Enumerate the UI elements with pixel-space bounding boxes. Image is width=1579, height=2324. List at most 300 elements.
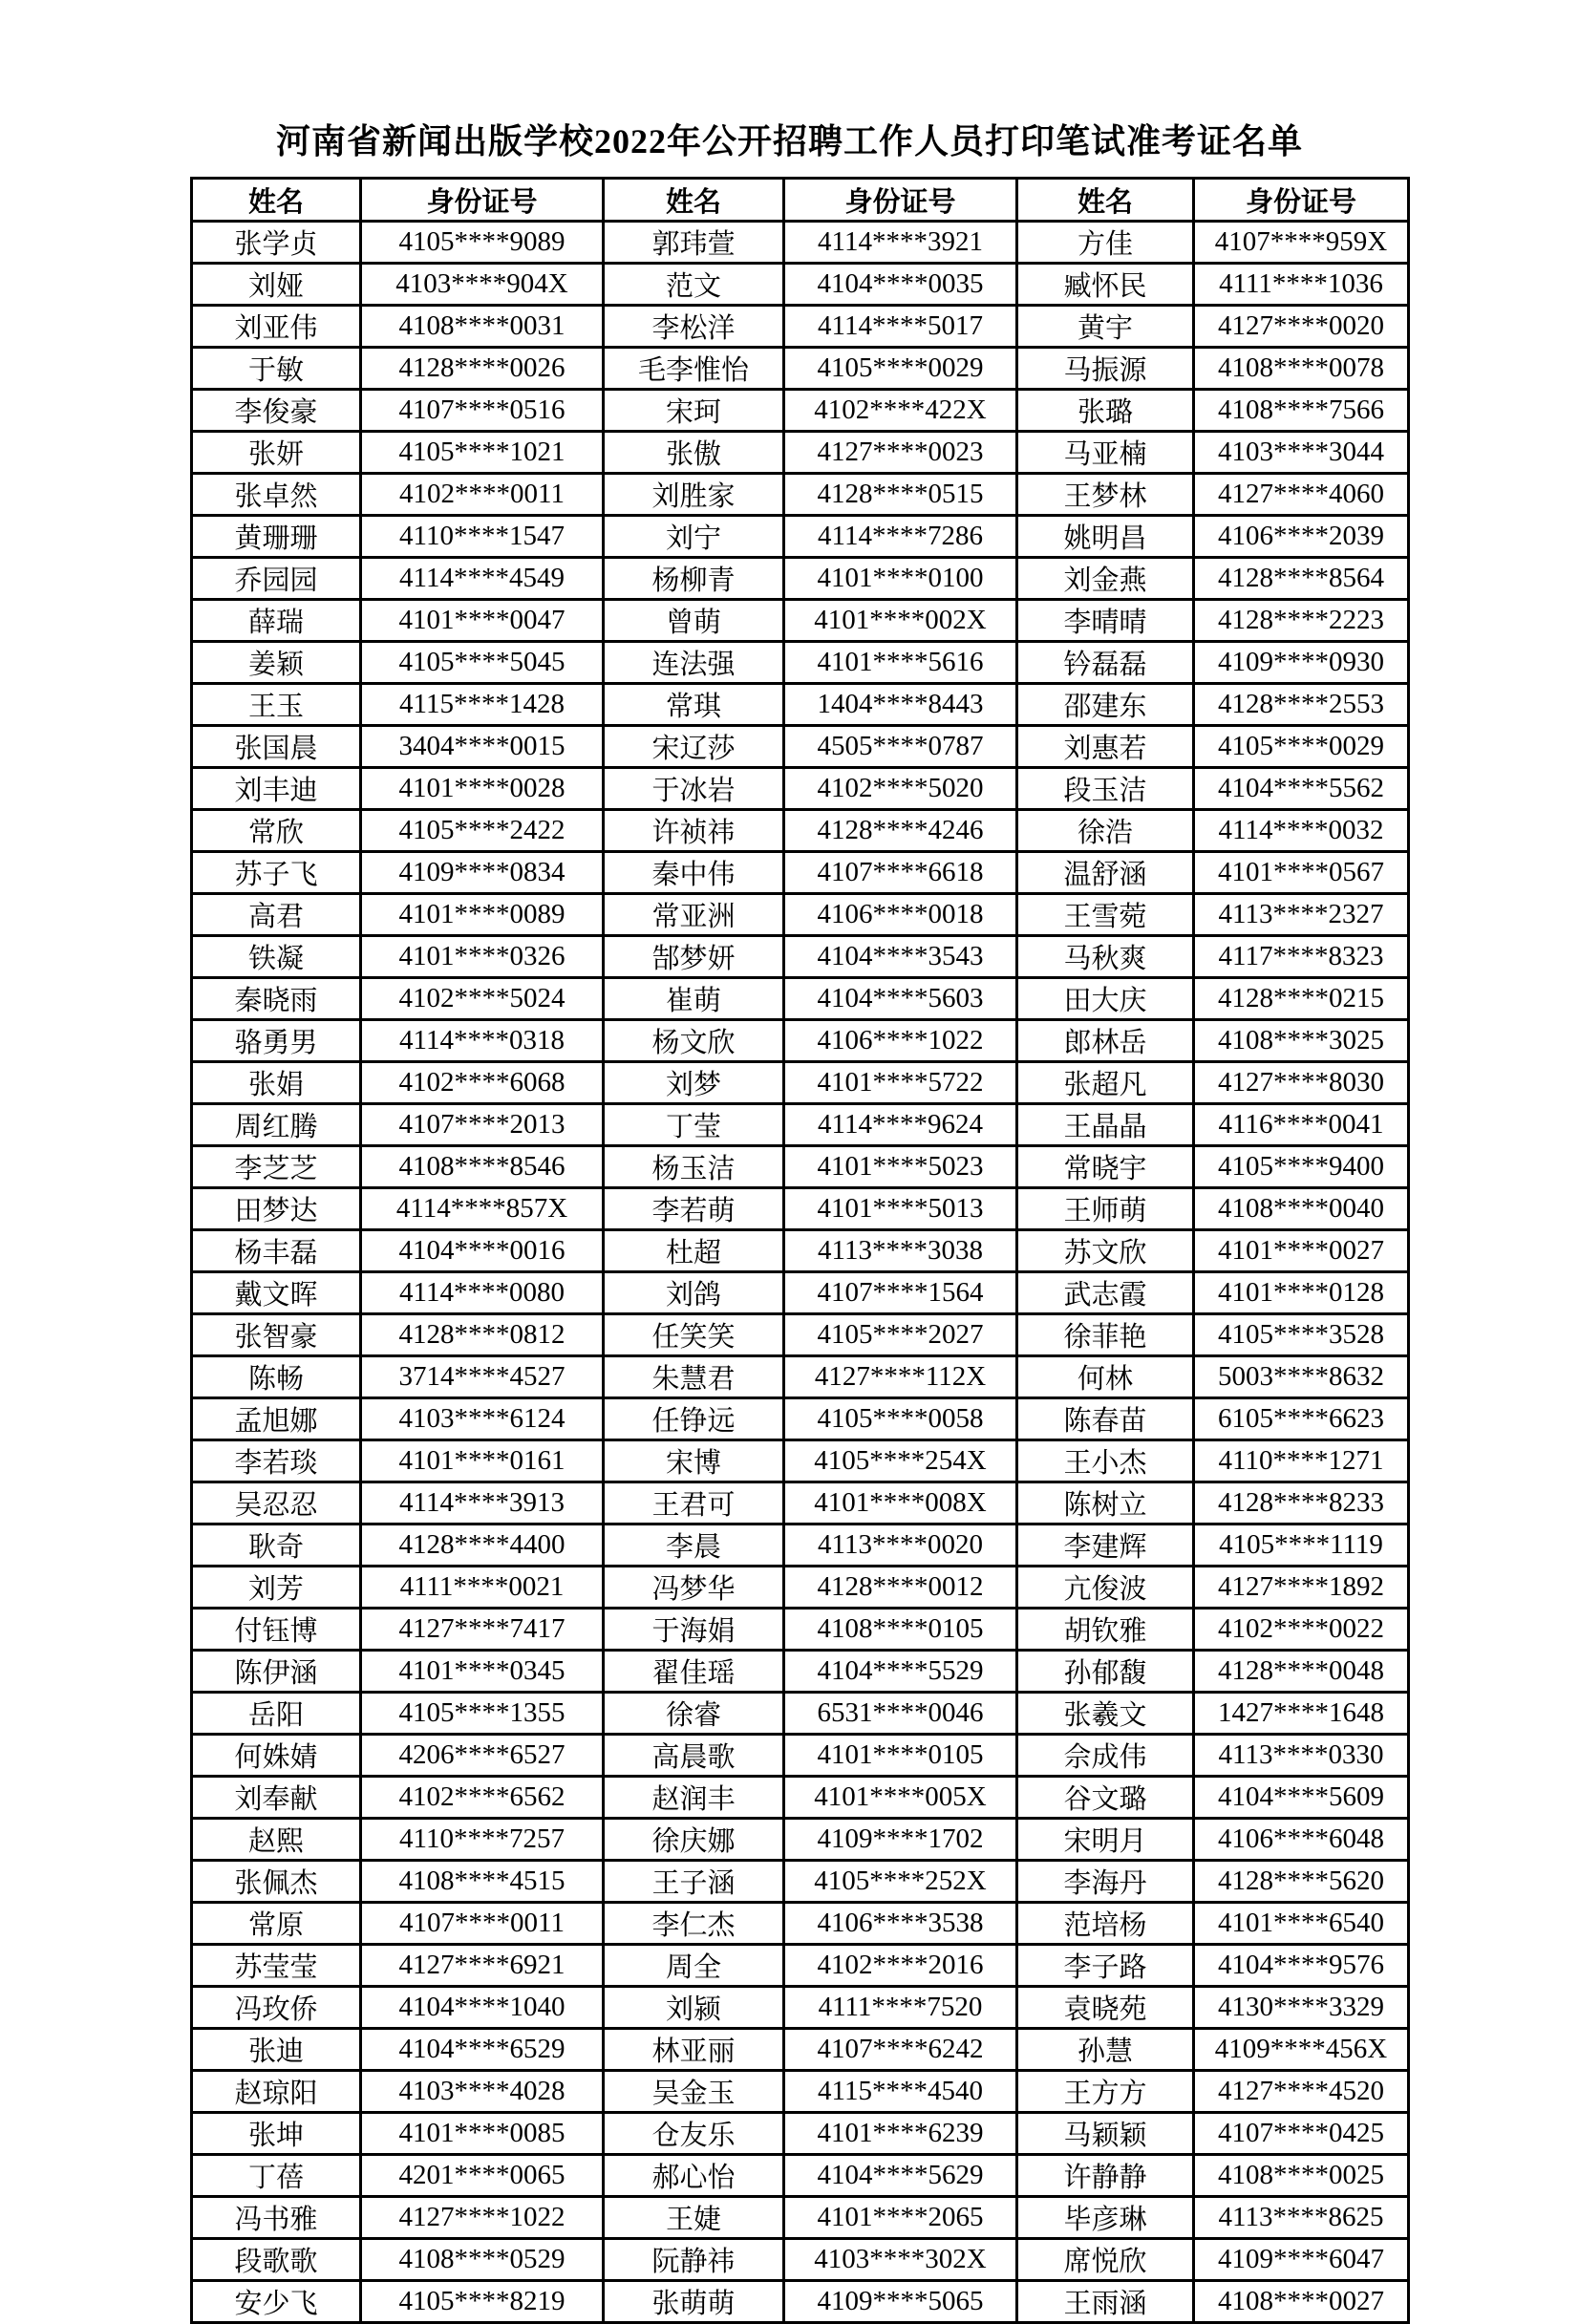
id-cell: 4105****0058: [784, 1398, 1017, 1440]
table-body: [192, 222, 1409, 2323]
name-cell: 臧怀民: [1017, 264, 1194, 306]
table-row: [192, 600, 1409, 642]
id-cell: 4105****1119: [1194, 1524, 1409, 1567]
id-cell: 3714****4527: [361, 1356, 604, 1398]
name-cell: 王雨涵: [1017, 2281, 1194, 2323]
name-cell: 李建辉: [1017, 1524, 1194, 1567]
name-cell: 常原: [192, 1903, 361, 1945]
id-cell: 4101****002X: [784, 600, 1017, 642]
name-cell: 秦晓雨: [192, 978, 361, 1020]
id-cell: 4105****0029: [1194, 726, 1409, 768]
id-cell: 4128****8233: [1194, 1482, 1409, 1524]
name-cell: 徐睿: [604, 1693, 784, 1735]
name-cell: 王婕: [604, 2197, 784, 2239]
id-cell: 4106****6048: [1194, 1819, 1409, 1861]
name-cell: 于冰岩: [604, 768, 784, 810]
name-cell: 毛李惟怡: [604, 348, 784, 390]
name-cell: 苏文欣: [1017, 1230, 1194, 1272]
id-cell: 4101****005X: [784, 1777, 1017, 1819]
name-cell: 李仁杰: [604, 1903, 784, 1945]
id-cell: 4117****8323: [1194, 936, 1409, 978]
id-cell: 1404****8443: [784, 684, 1017, 726]
id-cell: 4111****7520: [784, 1987, 1017, 2029]
name-cell: 常晓宇: [1017, 1146, 1194, 1188]
table-row: [192, 936, 1409, 978]
id-cell: 4101****2065: [784, 2197, 1017, 2239]
name-cell: 徐浩: [1017, 810, 1194, 852]
table-row: [192, 1440, 1409, 1482]
id-cell: 4101****5722: [784, 1062, 1017, 1104]
table-row: [192, 894, 1409, 936]
name-cell: 宋明月: [1017, 1819, 1194, 1861]
column-header: 姓名: [604, 179, 784, 222]
name-cell: 岳阳: [192, 1693, 361, 1735]
table-row: [192, 2281, 1409, 2323]
table-row: [192, 1651, 1409, 1693]
id-cell: 4102****6562: [361, 1777, 604, 1819]
page-title: 河南省新闻出版学校2022年公开招聘工作人员打印笔试准考证名单: [275, 122, 1303, 160]
name-cell: 姚明昌: [1017, 516, 1194, 558]
name-cell: 杨玉洁: [604, 1146, 784, 1188]
name-cell: 曾萌: [604, 600, 784, 642]
id-cell: 4105****9400: [1194, 1146, 1409, 1188]
id-cell: 4105****9089: [361, 222, 604, 264]
name-cell: 袁晓苑: [1017, 1987, 1194, 2029]
name-cell: 许祯祎: [604, 810, 784, 852]
id-cell: 4104****0035: [784, 264, 1017, 306]
id-cell: 4109****5065: [784, 2281, 1017, 2323]
name-cell: 丁莹: [604, 1104, 784, 1146]
name-cell: 耿奇: [192, 1524, 361, 1567]
name-cell: 郎林岳: [1017, 1020, 1194, 1062]
table-row: [192, 432, 1409, 474]
id-cell: 4101****0085: [361, 2113, 604, 2155]
name-cell: 朱慧君: [604, 1356, 784, 1398]
id-cell: 4107****0425: [1194, 2113, 1409, 2155]
name-cell: 胡钦雅: [1017, 1609, 1194, 1651]
id-cell: 4108****0027: [1194, 2281, 1409, 2323]
name-cell: 张智豪: [192, 1314, 361, 1356]
table-row: [192, 1356, 1409, 1398]
name-cell: 席悦欣: [1017, 2239, 1194, 2281]
id-cell: 4105****8219: [361, 2281, 604, 2323]
id-cell: 4101****0047: [361, 600, 604, 642]
name-cell: 陈畅: [192, 1356, 361, 1398]
id-cell: 4105****3528: [1194, 1314, 1409, 1356]
id-cell: 4109****0930: [1194, 642, 1409, 684]
id-cell: 4102****6068: [361, 1062, 604, 1104]
id-cell: 4104****5609: [1194, 1777, 1409, 1819]
name-cell: 马秋爽: [1017, 936, 1194, 978]
name-cell: 段歌歌: [192, 2239, 361, 2281]
id-cell: 4103****6124: [361, 1398, 604, 1440]
id-cell: 4101****6540: [1194, 1903, 1409, 1945]
id-cell: 1427****1648: [1194, 1693, 1409, 1735]
name-cell: 李俊豪: [192, 390, 361, 432]
name-cell: 李晨: [604, 1524, 784, 1567]
id-cell: 4128****0215: [1194, 978, 1409, 1020]
id-cell: 4114****4549: [361, 558, 604, 600]
id-cell: 4102****5020: [784, 768, 1017, 810]
id-cell: 4108****4515: [361, 1861, 604, 1903]
name-cell: 高君: [192, 894, 361, 936]
id-cell: 4110****1271: [1194, 1440, 1409, 1482]
name-cell: 冯玫侨: [192, 1987, 361, 2029]
name-cell: 姜颖: [192, 642, 361, 684]
id-cell: 4127****1022: [361, 2197, 604, 2239]
id-cell: 4114****7286: [784, 516, 1017, 558]
id-cell: 4108****0040: [1194, 1188, 1409, 1230]
id-cell: 4114****0318: [361, 1020, 604, 1062]
id-cell: 4127****4520: [1194, 2071, 1409, 2113]
id-cell: 4107****0011: [361, 1903, 604, 1945]
table-row: [192, 2239, 1409, 2281]
id-cell: 4505****0787: [784, 726, 1017, 768]
name-cell: 张超凡: [1017, 1062, 1194, 1104]
table-row: [192, 1987, 1409, 2029]
id-cell: 4108****0529: [361, 2239, 604, 2281]
name-cell: 刘梦: [604, 1062, 784, 1104]
id-cell: 4101****0089: [361, 894, 604, 936]
name-cell: 张学贞: [192, 222, 361, 264]
table-row: [192, 474, 1409, 516]
name-cell: 丁蓓: [192, 2155, 361, 2197]
id-cell: 4105****0029: [784, 348, 1017, 390]
name-cell: 刘胜家: [604, 474, 784, 516]
name-cell: 高晨歌: [604, 1735, 784, 1777]
id-cell: 4104****6529: [361, 2029, 604, 2071]
name-cell: 杨柳青: [604, 558, 784, 600]
id-cell: 4128****8564: [1194, 558, 1409, 600]
id-cell: 4108****7566: [1194, 390, 1409, 432]
name-cell: 刘金燕: [1017, 558, 1194, 600]
id-cell: 4127****6921: [361, 1945, 604, 1987]
name-cell: 田梦达: [192, 1188, 361, 1230]
id-cell: 4108****0031: [361, 306, 604, 348]
id-cell: 4127****112X: [784, 1356, 1017, 1398]
name-cell: 杨丰磊: [192, 1230, 361, 1272]
table-row: [192, 1104, 1409, 1146]
table-header-row: [192, 179, 1409, 222]
id-cell: 4106****1022: [784, 1020, 1017, 1062]
id-cell: 4104****1040: [361, 1987, 604, 2029]
name-cell: 田大庆: [1017, 978, 1194, 1020]
id-cell: 4108****8546: [361, 1146, 604, 1188]
table-row: [192, 1146, 1409, 1188]
name-cell: 钤磊磊: [1017, 642, 1194, 684]
id-cell: 4104****5603: [784, 978, 1017, 1020]
name-cell: 张国晨: [192, 726, 361, 768]
id-cell: 4110****7257: [361, 1819, 604, 1861]
table-row: [192, 1314, 1409, 1356]
id-cell: 4103****3044: [1194, 432, 1409, 474]
id-cell: 4108****0025: [1194, 2155, 1409, 2197]
id-cell: 4101****0027: [1194, 1230, 1409, 1272]
name-cell: 常欣: [192, 810, 361, 852]
name-cell: 陈春苗: [1017, 1398, 1194, 1440]
name-cell: 何林: [1017, 1356, 1194, 1398]
id-cell: 4128****2553: [1194, 684, 1409, 726]
table-row: [192, 1062, 1409, 1104]
name-cell: 亢俊波: [1017, 1567, 1194, 1609]
name-cell: 王梦林: [1017, 474, 1194, 516]
name-cell: 翟佳瑶: [604, 1651, 784, 1693]
table-row: [192, 1735, 1409, 1777]
id-cell: 4107****2013: [361, 1104, 604, 1146]
table-row: [192, 1861, 1409, 1903]
name-cell: 刘亚伟: [192, 306, 361, 348]
id-cell: 4108****0078: [1194, 348, 1409, 390]
id-cell: 4128****0812: [361, 1314, 604, 1356]
name-cell: 马亚楠: [1017, 432, 1194, 474]
name-cell: 仓友乐: [604, 2113, 784, 2155]
id-cell: 4101****008X: [784, 1482, 1017, 1524]
id-cell: 4107****1564: [784, 1272, 1017, 1314]
roster-table: [190, 177, 1410, 2324]
id-cell: 4109****6047: [1194, 2239, 1409, 2281]
id-cell: 4114****5017: [784, 306, 1017, 348]
table-row: [192, 390, 1409, 432]
id-cell: 4101****0128: [1194, 1272, 1409, 1314]
id-cell: 3404****0015: [361, 726, 604, 768]
name-cell: 于海娟: [604, 1609, 784, 1651]
id-cell: 4107****6242: [784, 2029, 1017, 2071]
id-cell: 4115****4540: [784, 2071, 1017, 2113]
name-cell: 谷文璐: [1017, 1777, 1194, 1819]
name-cell: 张羲文: [1017, 1693, 1194, 1735]
id-cell: 4107****6618: [784, 852, 1017, 894]
name-cell: 周红腾: [192, 1104, 361, 1146]
id-cell: 4105****1355: [361, 1693, 604, 1735]
name-cell: 张娟: [192, 1062, 361, 1104]
name-cell: 刘颍: [604, 1987, 784, 2029]
name-cell: 刘惠若: [1017, 726, 1194, 768]
id-cell: 4127****7417: [361, 1609, 604, 1651]
id-cell: 4108****0105: [784, 1609, 1017, 1651]
id-cell: 4101****0326: [361, 936, 604, 978]
id-cell: 4104****5529: [784, 1651, 1017, 1693]
name-cell: 李若琰: [192, 1440, 361, 1482]
id-cell: 4111****1036: [1194, 264, 1409, 306]
column-header: 姓名: [1017, 179, 1194, 222]
name-cell: 骆勇男: [192, 1020, 361, 1062]
name-cell: 秦中伟: [604, 852, 784, 894]
name-cell: 阮静祎: [604, 2239, 784, 2281]
name-cell: 段玉洁: [1017, 768, 1194, 810]
name-cell: 戴文晖: [192, 1272, 361, 1314]
id-cell: 4128****0026: [361, 348, 604, 390]
name-cell: 王方方: [1017, 2071, 1194, 2113]
id-cell: 4102****5024: [361, 978, 604, 1020]
name-cell: 许静静: [1017, 2155, 1194, 2197]
name-cell: 黄珊珊: [192, 516, 361, 558]
table-row: [192, 1609, 1409, 1651]
name-cell: 刘鸽: [604, 1272, 784, 1314]
id-cell: 4104****9576: [1194, 1945, 1409, 1987]
name-cell: 于敏: [192, 348, 361, 390]
table-row: [192, 2071, 1409, 2113]
id-cell: 4114****857X: [361, 1188, 604, 1230]
table-row: [192, 726, 1409, 768]
name-cell: 杨文欣: [604, 1020, 784, 1062]
id-cell: 4113****8625: [1194, 2197, 1409, 2239]
name-cell: 李海丹: [1017, 1861, 1194, 1903]
table-row: [192, 684, 1409, 726]
table-row: [192, 306, 1409, 348]
id-cell: 4109****0834: [361, 852, 604, 894]
name-cell: 徐菲艳: [1017, 1314, 1194, 1356]
id-cell: 4107****0516: [361, 390, 604, 432]
name-cell: 黄宇: [1017, 306, 1194, 348]
table-row: [192, 348, 1409, 390]
table-row: [192, 264, 1409, 306]
header-row: [192, 179, 1409, 222]
name-cell: 李若萌: [604, 1188, 784, 1230]
id-cell: 4101****5023: [784, 1146, 1017, 1188]
id-cell: 4102****2016: [784, 1945, 1017, 1987]
name-cell: 刘宁: [604, 516, 784, 558]
name-cell: 陈树立: [1017, 1482, 1194, 1524]
table-row: [192, 516, 1409, 558]
name-cell: 吴金玉: [604, 2071, 784, 2113]
name-cell: 王子涵: [604, 1861, 784, 1903]
id-cell: 4101****5013: [784, 1188, 1017, 1230]
name-cell: 张迪: [192, 2029, 361, 2071]
name-cell: 马颖颖: [1017, 2113, 1194, 2155]
name-cell: 冯梦华: [604, 1567, 784, 1609]
name-cell: 薛瑞: [192, 600, 361, 642]
table-row: [192, 1945, 1409, 1987]
name-cell: 王小杰: [1017, 1440, 1194, 1482]
table-row: [192, 642, 1409, 684]
id-cell: 4109****456X: [1194, 2029, 1409, 2071]
name-cell: 孟旭娜: [192, 1398, 361, 1440]
id-cell: 4102****0011: [361, 474, 604, 516]
column-header: 姓名: [192, 179, 361, 222]
id-cell: 4105****254X: [784, 1440, 1017, 1482]
id-cell: 4106****2039: [1194, 516, 1409, 558]
id-cell: 4128****0012: [784, 1567, 1017, 1609]
id-cell: 4114****3921: [784, 222, 1017, 264]
id-cell: 4101****0567: [1194, 852, 1409, 894]
name-cell: 张卓然: [192, 474, 361, 516]
id-cell: 4108****3025: [1194, 1020, 1409, 1062]
id-cell: 4103****904X: [361, 264, 604, 306]
id-cell: 4105****5045: [361, 642, 604, 684]
id-cell: 4101****0105: [784, 1735, 1017, 1777]
table-row: [192, 978, 1409, 1020]
table-row: [192, 1272, 1409, 1314]
id-cell: 4128****0515: [784, 474, 1017, 516]
id-cell: 4101****0028: [361, 768, 604, 810]
id-cell: 5003****8632: [1194, 1356, 1409, 1398]
name-cell: 安少飞: [192, 2281, 361, 2323]
name-cell: 孙郁馥: [1017, 1651, 1194, 1693]
table-row: [192, 558, 1409, 600]
name-cell: 吴忍忍: [192, 1482, 361, 1524]
table-row: [192, 768, 1409, 810]
table-row: [192, 1188, 1409, 1230]
id-cell: 4128****0048: [1194, 1651, 1409, 1693]
id-cell: 6531****0046: [784, 1693, 1017, 1735]
id-cell: 4130****3329: [1194, 1987, 1409, 2029]
id-cell: 4110****1547: [361, 516, 604, 558]
id-cell: 4127****1892: [1194, 1567, 1409, 1609]
name-cell: 范文: [604, 264, 784, 306]
name-cell: 王雪菀: [1017, 894, 1194, 936]
name-cell: 王晶晶: [1017, 1104, 1194, 1146]
table-row: [192, 1819, 1409, 1861]
name-cell: 连法强: [604, 642, 784, 684]
id-cell: 4115****1428: [361, 684, 604, 726]
id-cell: 4127****8030: [1194, 1062, 1409, 1104]
name-cell: 崔萌: [604, 978, 784, 1020]
id-cell: 4101****0161: [361, 1440, 604, 1482]
name-cell: 方佳: [1017, 222, 1194, 264]
id-cell: 4101****5616: [784, 642, 1017, 684]
name-cell: 温舒涵: [1017, 852, 1194, 894]
id-cell: 4128****4246: [784, 810, 1017, 852]
id-cell: 4102****422X: [784, 390, 1017, 432]
table-row: [192, 1524, 1409, 1567]
name-cell: 武志霞: [1017, 1272, 1194, 1314]
column-header: 身份证号: [784, 179, 1017, 222]
id-cell: 4113****0020: [784, 1524, 1017, 1567]
name-cell: 张萌萌: [604, 2281, 784, 2323]
id-cell: 4206****6527: [361, 1735, 604, 1777]
name-cell: 王君可: [604, 1482, 784, 1524]
name-cell: 李晴晴: [1017, 600, 1194, 642]
id-cell: 4105****1021: [361, 432, 604, 474]
id-cell: 4109****1702: [784, 1819, 1017, 1861]
id-cell: 4114****3913: [361, 1482, 604, 1524]
id-cell: 4104****0016: [361, 1230, 604, 1272]
name-cell: 范培杨: [1017, 1903, 1194, 1945]
id-cell: 4128****5620: [1194, 1861, 1409, 1903]
name-cell: 苏子飞: [192, 852, 361, 894]
id-cell: 4116****0041: [1194, 1104, 1409, 1146]
name-cell: 杜超: [604, 1230, 784, 1272]
id-cell: 4103****302X: [784, 2239, 1017, 2281]
name-cell: 佘成伟: [1017, 1735, 1194, 1777]
table-row: [192, 1903, 1409, 1945]
name-cell: 李松洋: [604, 306, 784, 348]
name-cell: 张佩杰: [192, 1861, 361, 1903]
id-cell: 4101****0100: [784, 558, 1017, 600]
id-cell: 4127****0023: [784, 432, 1017, 474]
column-header: 身份证号: [361, 179, 604, 222]
table-row: [192, 2197, 1409, 2239]
name-cell: 张傲: [604, 432, 784, 474]
name-cell: 张璐: [1017, 390, 1194, 432]
table-row: [192, 222, 1409, 264]
id-cell: 4101****6239: [784, 2113, 1017, 2155]
name-cell: 郝心怡: [604, 2155, 784, 2197]
id-cell: 4101****0345: [361, 1651, 604, 1693]
name-cell: 付钰博: [192, 1609, 361, 1651]
table-row: [192, 1230, 1409, 1272]
id-cell: 4128****4400: [361, 1524, 604, 1567]
table-row: [192, 2155, 1409, 2197]
table-row: [192, 1693, 1409, 1735]
id-cell: 6105****6623: [1194, 1398, 1409, 1440]
id-cell: 4113****3038: [784, 1230, 1017, 1272]
name-cell: 郭玮萱: [604, 222, 784, 264]
id-cell: 4102****0022: [1194, 1609, 1409, 1651]
table-row: [192, 2113, 1409, 2155]
name-cell: 王师萌: [1017, 1188, 1194, 1230]
name-cell: 常亚洲: [604, 894, 784, 936]
